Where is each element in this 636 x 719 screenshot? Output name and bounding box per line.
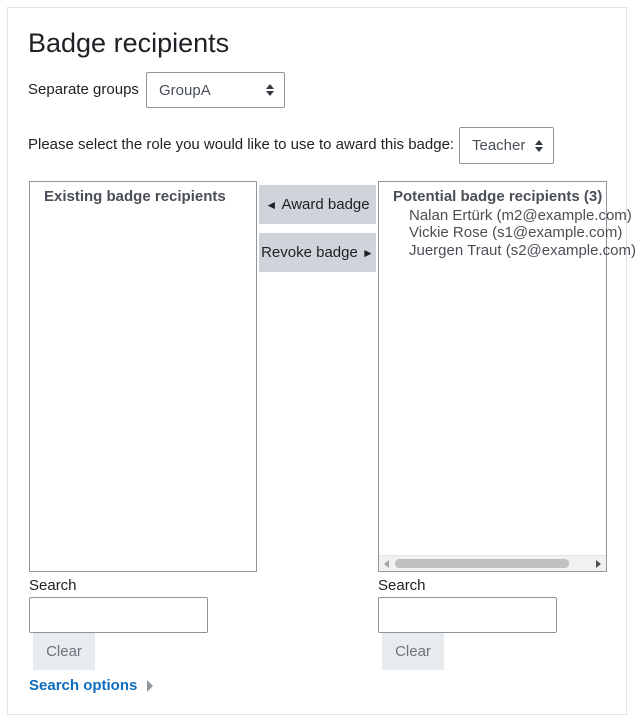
clear-right-button[interactable]: Clear [382,633,444,670]
role-label: Please select the role you would like to use to award this badge: [28,136,455,153]
search-left-label: Search [29,577,77,594]
search-right-label: Search [378,577,426,594]
updown-arrows-icon [266,84,274,96]
award-badge-label: Award badge [281,196,370,213]
existing-recipients-list[interactable] [29,181,257,572]
caret-right-icon [147,680,153,692]
updown-arrows-icon [535,140,543,152]
left-triangle-icon: ◄ [265,197,278,212]
potential-recipients-list[interactable] [378,181,636,572]
list-item[interactable]: Vickie Rose (s1@example.com) [409,224,623,241]
list-item[interactable]: Juergen Traut (s2@example.com) [409,242,636,259]
revoke-badge-button[interactable] [259,233,376,272]
right-triangle-icon: ► [362,245,374,260]
scroll-right-icon[interactable] [596,560,601,568]
groups-select[interactable] [146,72,285,108]
list-item[interactable]: Nalan Ertürk (m2@example.com) [409,207,632,224]
groups-label: Separate groups [28,81,139,98]
horizontal-scrollbar[interactable] [379,555,606,571]
search-options-link[interactable] [29,677,153,694]
search-options-label: Search options [29,677,138,694]
search-left-input[interactable] [29,597,208,633]
page-title: Badge recipients [28,28,230,58]
search-right-input[interactable] [378,597,557,633]
existing-recipients-group-label: Existing badge recipients [44,188,226,205]
scroll-left-icon[interactable] [384,560,389,568]
role-selected-value: Teacher [472,137,526,154]
groups-selected-value: GroupA [159,81,211,99]
award-badge-button[interactable] [259,185,376,224]
scrollbar-thumb[interactable] [395,559,569,568]
revoke-badge-label: Revoke badge [261,244,358,261]
role-select[interactable] [459,127,554,164]
potential-recipients-group-label: Potential badge recipients (3) [393,188,603,205]
clear-left-button[interactable]: Clear [33,633,95,670]
